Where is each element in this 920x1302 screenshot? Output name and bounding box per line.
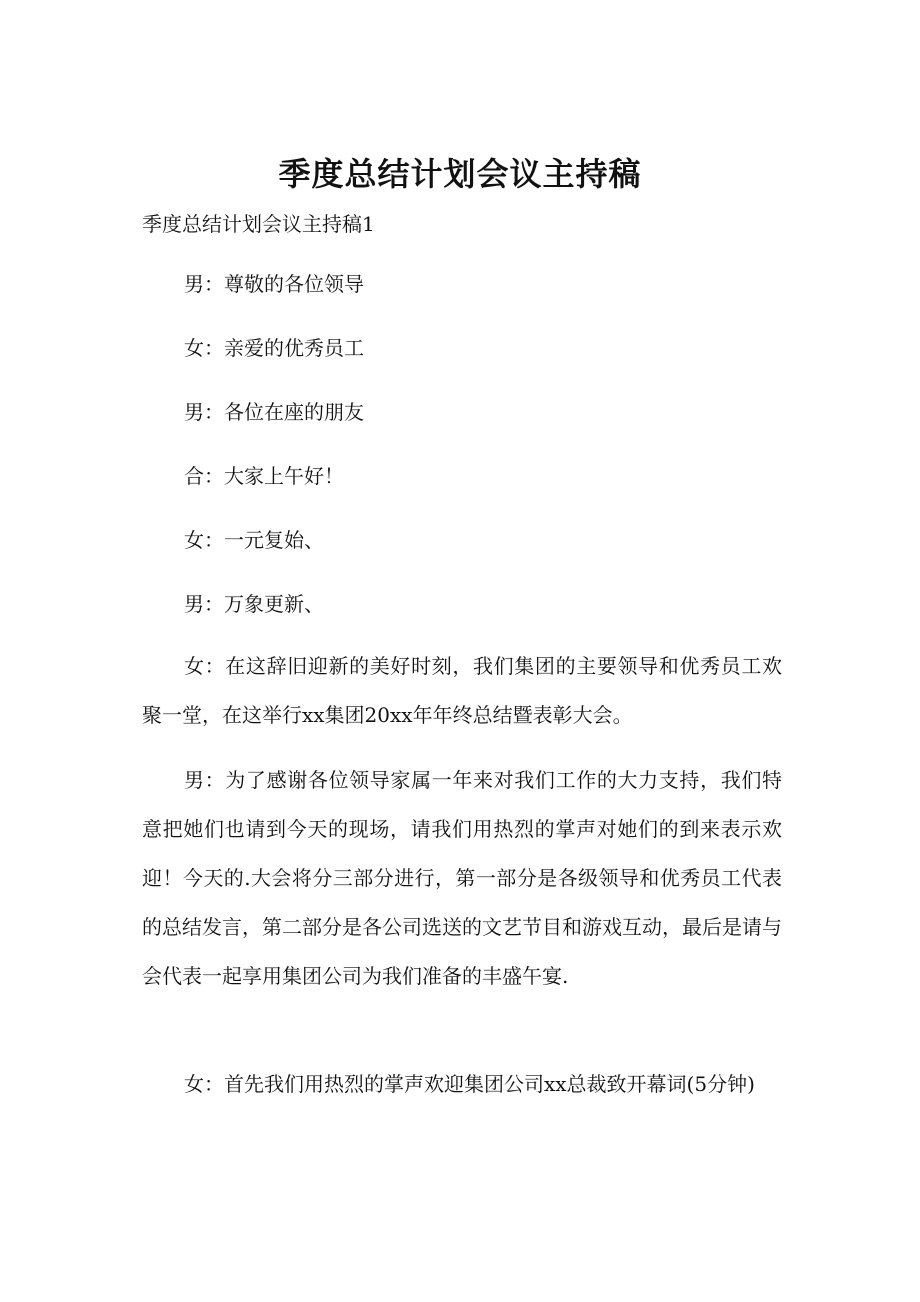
document-subtitle: 季度总结计划会议主持稿1 (142, 212, 375, 236)
dialogue-line: 合：大家上午好！ (184, 464, 344, 488)
dialogue-line: 男：各位在座的朋友 (184, 400, 364, 424)
dialogue-line: 女：亲爱的优秀员工 (184, 336, 364, 360)
dialogue-line: 男：尊敬的各位领导 (184, 272, 364, 296)
dialogue-paragraph: 女：在这辞旧迎新的美好时刻，我们集团的主要领导和优秀员工欢聚一堂，在这举行xx集团20xx年年终总结暨表彰大会。 (142, 654, 782, 727)
dialogue-line: 女：一元复始、 (184, 528, 324, 552)
dialogue-paragraph: 女：首先我们用热烈的掌声欢迎集团公司xx总裁致开幕词(5分钟) (184, 1072, 755, 1096)
dialogue-line: 男：万象更新、 (184, 592, 324, 616)
dialogue-paragraph: 男：为了感谢各位领导家属一年来对我们工作的大力支持，我们特意把她们也请到今天的现场，请我们用热烈的掌声对她们的到来表示欢迎！今天的.大会将分三部分进行，第一部分是各级领导和优秀员工代表的总结发言，第二部分是各公司选送的文艺节目和游戏互动，最后是请与会代表一起享用集团公司为我们准备的丰盛午宴. (142, 768, 782, 988)
document-title: 季度总结计划会议主持稿 (278, 155, 642, 193)
